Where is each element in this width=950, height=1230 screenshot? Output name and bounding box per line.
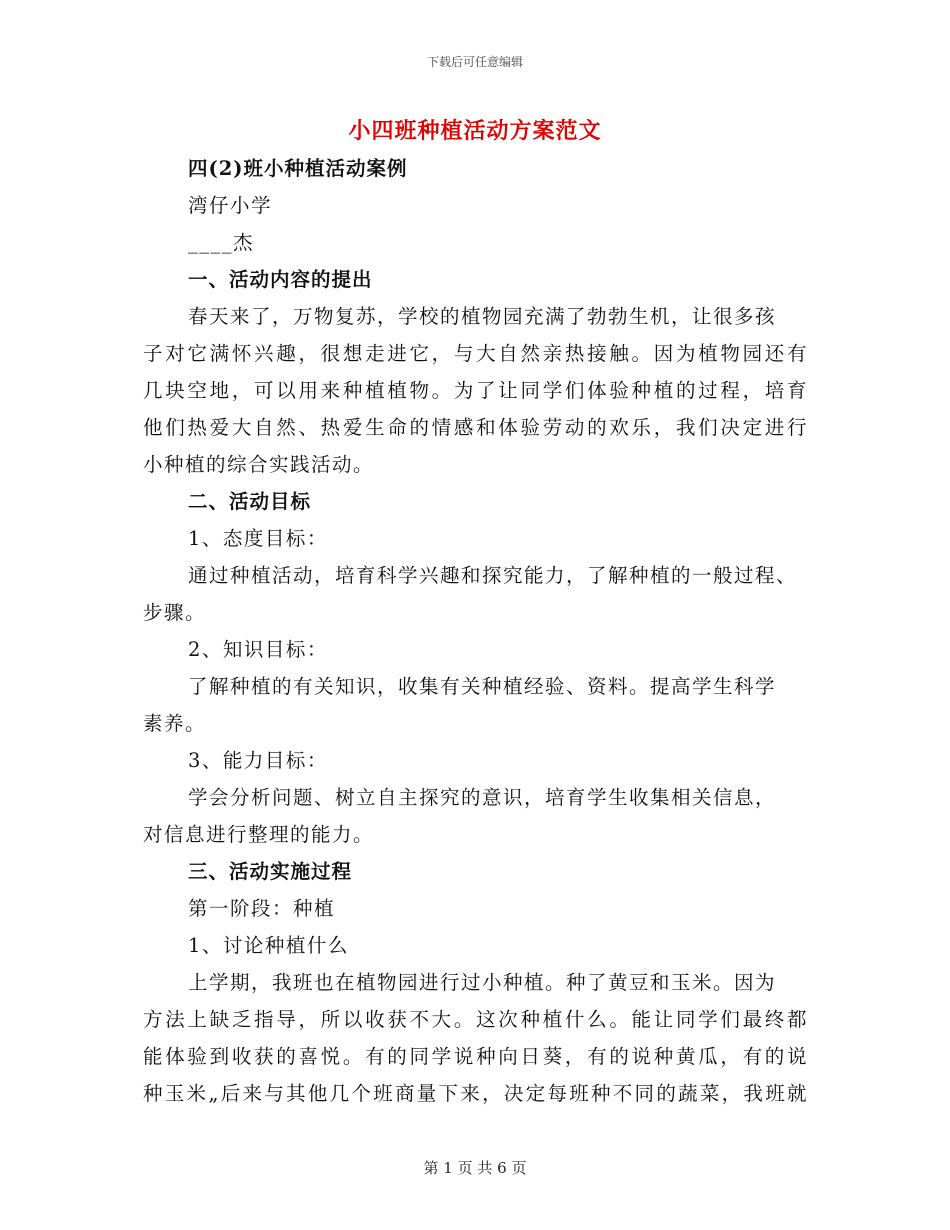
paragraph-line: 方法上缺乏指导，所以收获不大。这次种植什么。能让同学们最终都 [143, 1008, 808, 1031]
paragraph-line: 上学期，我班也在植物园进行过小种植。种了黄豆和玉米。因为 [188, 971, 777, 994]
paragraph-line: 湾仔小学 [188, 194, 273, 217]
paragraph-line: 子对它满怀兴趣，很想走进它，与大自然亲热接触。因为植物园还有 [143, 342, 808, 365]
section-heading: 一、活动内容的提出 [188, 268, 373, 291]
paragraph-line: 能体验到收获的喜悦。有的同学说种向日葵，有的说种黄瓜，有的说 [143, 1045, 808, 1068]
document-body [143, 150, 808, 1112]
paragraph-line: 1、态度目标： [188, 527, 328, 550]
section-heading: 二、活动目标 [188, 490, 312, 513]
paragraph-line: 2、知识目标： [188, 638, 328, 661]
paragraph-line: ____杰 [188, 231, 255, 254]
paragraph-line: 素养。 [143, 712, 207, 735]
section-heading: 四(2)班小种植活动案例 [188, 157, 408, 180]
paragraph-line: 通过种植活动，培育科学兴趣和探究能力，了解种植的一般过程、 [188, 564, 798, 587]
paragraph-line: 小种植的综合实践活动。 [143, 453, 375, 476]
section-heading: 三、活动实施过程 [188, 860, 353, 883]
header-note: 下载后可任意编辑 [426, 55, 523, 69]
paragraph-line: 他们热爱大自然、热爱生命的情感和体验劳动的欢乐，我们决定进行 [143, 416, 808, 439]
paragraph-line: 几块空地，可以用来种植植物。为了让同学们体验种植的过程，培育 [143, 379, 808, 402]
paragraph-line: 春天来了，万物复苏，学校的植物园充满了勃勃生机，让很多孩 [188, 305, 777, 328]
paragraph-line: 1、讨论种植什么 [188, 934, 349, 957]
page-number: 第 1 页 共 6 页 [423, 1159, 527, 1177]
document-title: 小四班种植活动方案范文 [348, 118, 602, 144]
paragraph-line: 第一阶段：种植 [188, 897, 336, 920]
paragraph-line: 对信息进行整理的能力。 [143, 823, 375, 846]
paragraph-line: 了解种植的有关知识，收集有关种植经验、资料。提高学生科学 [188, 675, 777, 698]
paragraph-line: 步骤。 [143, 601, 207, 624]
paragraph-line: 学会分析问题、树立自主探究的意识，培育学生收集相关信息， [188, 786, 777, 809]
paragraph-line: 3、能力目标： [188, 749, 328, 772]
paragraph-line: 种玉米„后来与其他几个班商量下来，决定每班种不同的蔬菜，我班就 [143, 1082, 808, 1105]
